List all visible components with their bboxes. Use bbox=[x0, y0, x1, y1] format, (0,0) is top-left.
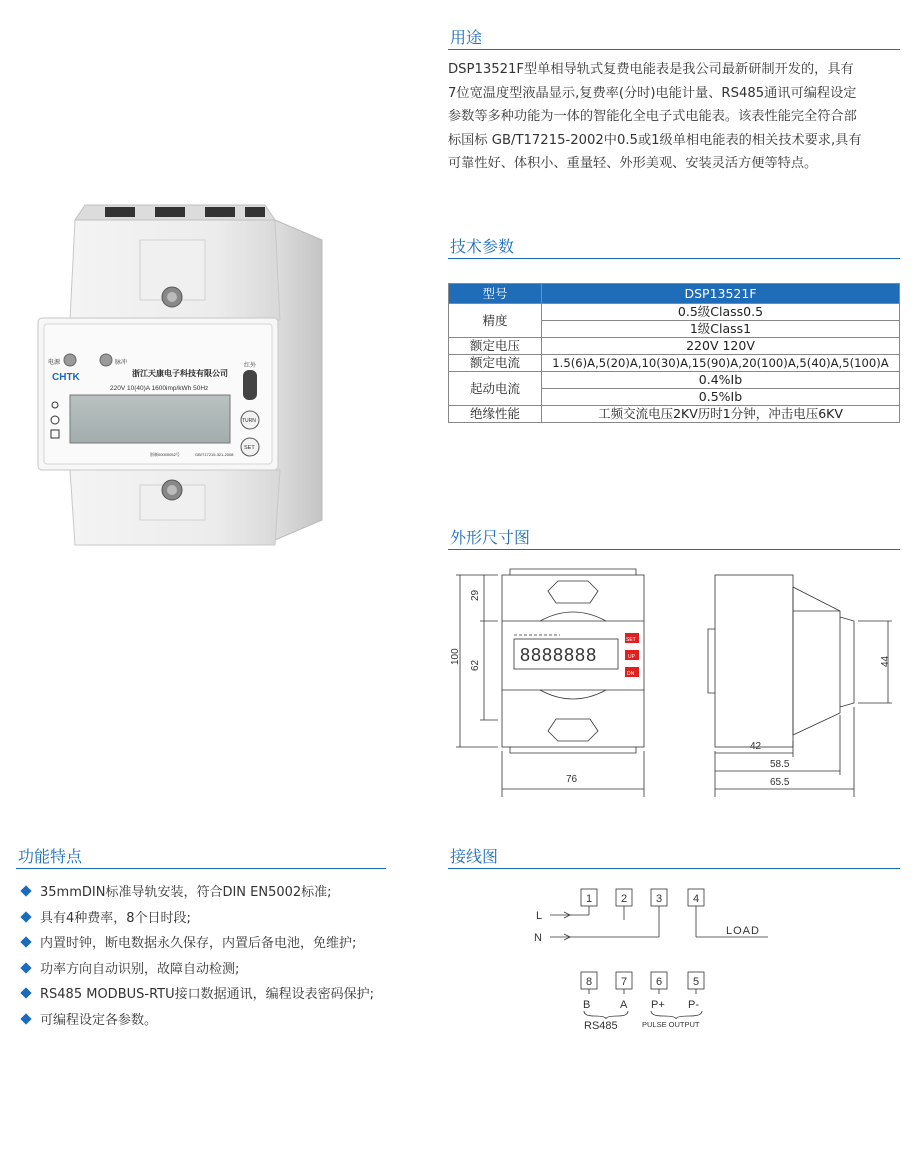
insulation-value: 工频交流电压2KV历时1分钟，冲击电压6KV bbox=[542, 406, 900, 423]
feature-text: RS485 MODBUS-RTU接口数据通讯，编程设表密码保护; bbox=[40, 987, 374, 1002]
turn-button-label: TURN bbox=[242, 418, 256, 424]
intro-line: 参数等多种功能为一体的智能化全电子式电能表。该表性能完全符合部 bbox=[448, 109, 857, 124]
usage-title-line bbox=[448, 49, 900, 50]
list-item bbox=[20, 880, 374, 906]
wiring-diagram bbox=[520, 880, 780, 1035]
diamond-bullet-icon bbox=[20, 987, 31, 998]
diamond-bullet-icon bbox=[20, 885, 31, 896]
dimension-title-line bbox=[448, 549, 900, 550]
led-power-label: 电源 bbox=[48, 360, 61, 366]
wiring-title-line bbox=[448, 868, 900, 869]
dim-btn-set: SET bbox=[626, 637, 636, 643]
rs485-b-label: B bbox=[583, 999, 591, 1011]
led-pulse-label: 脉冲 bbox=[115, 360, 128, 366]
feature-text: 具有4种费率，8个日时段; bbox=[40, 910, 191, 926]
dim-btn-dn: DN bbox=[627, 671, 635, 677]
terminal-5: 5 bbox=[693, 976, 700, 988]
rs485-a-label: A bbox=[620, 999, 628, 1011]
current-label: 额定电流 bbox=[449, 355, 542, 372]
feature-text: 功率方向自动识别，故障自动检测; bbox=[40, 961, 240, 977]
set-button-label: SET bbox=[244, 445, 255, 451]
dim-lcd-digits: 8888888 bbox=[520, 645, 598, 665]
table-header-label: 型号 bbox=[449, 284, 542, 304]
brand-logo: CHTK bbox=[52, 372, 80, 383]
feature-text: 35mmDIN标准导轨安装，符合DIN EN5002标准; bbox=[40, 885, 332, 900]
terminal-7: 7 bbox=[621, 976, 628, 988]
tech-title: 技术参数 bbox=[450, 237, 515, 256]
dim-62: 62 bbox=[470, 659, 481, 671]
intro-line: 标国标 GB/T17215-2002中0.5或1级单相电能表的相关技术要求,具有 bbox=[448, 132, 862, 148]
pulse-minus-label: P- bbox=[688, 999, 699, 1011]
load-label: LOAD bbox=[726, 925, 760, 937]
tech-params-table bbox=[448, 283, 900, 423]
accuracy-label: 精度 bbox=[449, 304, 542, 338]
start-current-label: 起动电流 bbox=[449, 372, 542, 406]
table-row bbox=[449, 406, 900, 423]
dimension-title: 外形尺寸图 bbox=[450, 528, 531, 547]
table-row bbox=[449, 338, 900, 355]
intro-line: 可靠性好、体积小、重量轻、外形美观、安装灵活方便等特点。 bbox=[448, 156, 818, 171]
dim-44: 44 bbox=[880, 655, 891, 667]
dim-58: 58.5 bbox=[770, 759, 790, 770]
company-label: 浙江天康电子科技有限公司 bbox=[132, 369, 228, 378]
rs485-label: RS485 bbox=[584, 1020, 618, 1032]
spec-label: 220V 10(40)A 1600imp/kWh 50Hz bbox=[110, 385, 209, 392]
ir-label: 红外 bbox=[244, 363, 257, 369]
tech-title-line bbox=[448, 258, 900, 259]
list-item bbox=[20, 1008, 374, 1034]
feature-text: 内置时钟，断电数据永久保存，内置后备电池，免维护; bbox=[40, 936, 357, 951]
accuracy-value-1: 0.5级Class0.5 bbox=[542, 304, 900, 321]
terminal-3: 3 bbox=[656, 893, 663, 905]
start-current-value-2: 0.5%Ib bbox=[542, 389, 900, 406]
feature-title: 功能特点 bbox=[18, 847, 83, 866]
wire-n-label: N bbox=[534, 932, 542, 944]
feature-list bbox=[20, 880, 374, 1033]
dim-100: 100 bbox=[450, 648, 461, 665]
terminal-6: 6 bbox=[656, 976, 663, 988]
pulse-plus-label: P+ bbox=[651, 999, 665, 1011]
diamond-bullet-icon bbox=[20, 962, 31, 973]
intro-paragraph bbox=[448, 58, 900, 176]
terminal-2: 2 bbox=[621, 893, 628, 905]
start-current-value-1: 0.4%Ib bbox=[542, 372, 900, 389]
pulse-output-label: PULSE OUTPUT bbox=[642, 1020, 700, 1029]
diamond-bullet-icon bbox=[20, 936, 31, 947]
insulation-label: 绝缘性能 bbox=[449, 406, 542, 423]
dim-btn-up: UP bbox=[628, 654, 635, 660]
table-header-row bbox=[449, 284, 900, 304]
voltage-value: 220V 120V bbox=[542, 338, 900, 355]
dim-42: 42 bbox=[750, 741, 762, 752]
feature-title-line bbox=[16, 868, 386, 869]
accuracy-value-2: 1级Class1 bbox=[542, 321, 900, 338]
table-row bbox=[449, 355, 900, 372]
table-header-value: DSP13521F bbox=[542, 284, 900, 304]
meter-footer-left: 浙制00000052号 bbox=[150, 452, 180, 457]
voltage-label: 额定电压 bbox=[449, 338, 542, 355]
dimension-drawing bbox=[440, 565, 900, 800]
diamond-bullet-icon bbox=[20, 911, 31, 922]
list-item bbox=[20, 931, 374, 957]
feature-text: 可编程设定各参数。 bbox=[40, 1012, 158, 1028]
diamond-bullet-icon bbox=[20, 1013, 31, 1024]
list-item bbox=[20, 982, 374, 1008]
current-value: 1.5(6)A,5(20)A,10(30)A,15(90)A,20(100)A,5(40)A,5(100)A bbox=[542, 355, 900, 372]
meter-photo bbox=[30, 200, 340, 560]
list-item bbox=[20, 957, 374, 983]
wire-l-label: L bbox=[536, 910, 543, 922]
table-row bbox=[449, 304, 900, 321]
intro-line: 7位宽温度型液晶显示,复费率(分时)电能计量、RS485通讯可编程设定 bbox=[448, 85, 857, 101]
terminal-4: 4 bbox=[693, 893, 700, 905]
list-item bbox=[20, 906, 374, 932]
usage-title: 用途 bbox=[450, 28, 483, 47]
dim-76: 76 bbox=[566, 774, 578, 785]
terminal-8: 8 bbox=[586, 976, 593, 988]
table-row bbox=[449, 372, 900, 389]
terminal-1: 1 bbox=[586, 893, 593, 905]
intro-line: DSP13521F型单相导轨式复费电能表是我公司最新研制开发的，具有 bbox=[448, 62, 854, 77]
wiring-title: 接线图 bbox=[450, 847, 499, 866]
dim-65: 65.5 bbox=[770, 777, 790, 788]
meter-footer-right: GB/T17215.321-2008 bbox=[195, 452, 234, 457]
dim-29: 29 bbox=[470, 589, 481, 601]
